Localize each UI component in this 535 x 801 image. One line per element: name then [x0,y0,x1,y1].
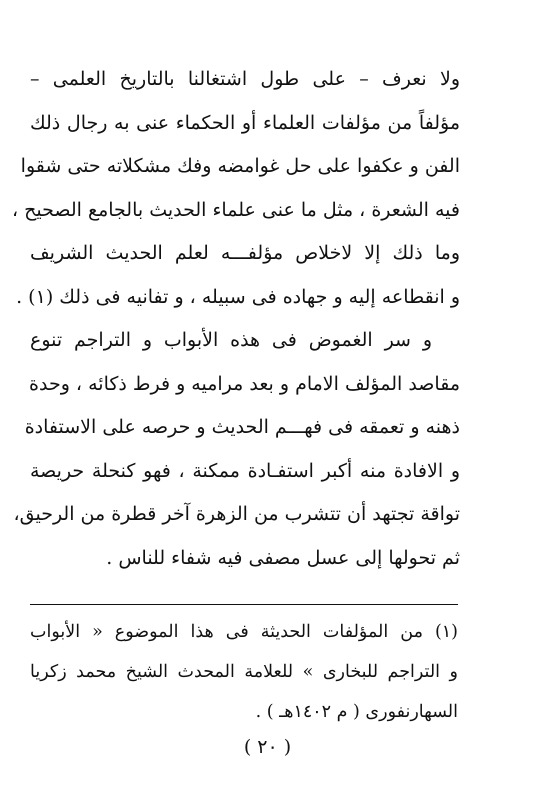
footnote-line-1: (١) من المؤلفات الحديثة فى هذا الموضوع « الأبواب [30,622,458,642]
body-line-7: و سر الغموض فى هذه الأبواب و التراجم تنوع [30,329,432,351]
footnote-separator [30,604,458,605]
footnote-line-2: و التراجم للبخارى » للعلامة المحدث الشيخ محمد زكريا [30,662,458,682]
body-line-4: فيه الشعرة ، مثل ما عنى علماء الحديث بالجامع الصحيح ، [11,198,460,221]
page-number: ( ٢٠ ) [243,736,292,758]
footnote-line-3: السهارنفورى ( م ١٤٠٢هـ ) . [255,702,458,722]
body-line-9: ذهنه و تعمقه فى فهـــم الحديث و حرصه على الاستفادة [24,416,460,438]
body-line-6: و انقطاعه إليه و جهاده فى سبيله ، و تفانيه فى ذلك (١) . [16,285,460,308]
body-line-8: مقاصد المؤلف الامام و بعد مراميه و فرط ذكائه ، وحدة [29,372,460,395]
body-line-1: ولا نعرف – على طول اشتغالنا بالتاريخ العلمى – [30,68,460,90]
main-text-block [11,58,460,580]
body-line-2: مؤلفاً من مؤلفات العلماء أو الحكماء عنى به رجال ذلك [30,111,460,134]
body-line-10: و الافادة منه أكبر استفـادة ممكنة ، فهو كنحلة حريصة [30,459,460,482]
body-line-3: الفن و عكفوا على حل غوامضه وفك مشكلاته حتى شقوا [20,155,460,177]
body-line-5: وما ذلك إلا لاخلاص مؤلفـــه لعلم الحديث الشريف [30,242,460,264]
body-line-11: تواقة تجتهد أن تتشرب من الزهرة آخر قطرة من الرحيق، [13,503,460,525]
body-line-12: ثم تحولها إلى عسل مصفى فيه شفاء للناس . [106,546,460,569]
footnote-block [30,612,458,732]
